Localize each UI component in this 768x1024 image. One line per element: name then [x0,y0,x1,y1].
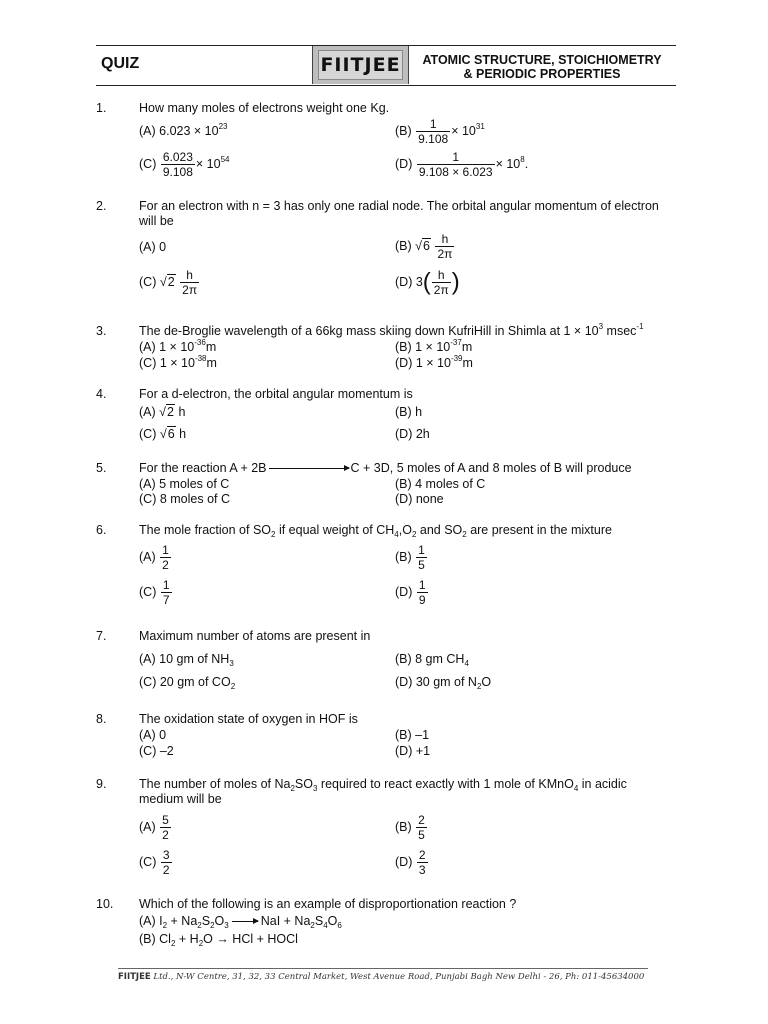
q8-option-a: (A) 0 [139,728,167,742]
logo-text: FIITJEE [318,50,403,80]
q6-text: The mole fraction of $SO_2$ if equal weight of $CH_4,O_2$ and $SO_2$ are present in the mixture [139,523,612,539]
q6-option-d: (D) $\frac{1}{9}$ [395,578,426,607]
q6-option-b: (B) $\frac{1}{5}$ [395,543,425,572]
q1-text: How many moles of electrons weight one Kg. [139,101,390,115]
q9-option-c: (C) $\frac{3}{2}$ [139,848,170,877]
quiz-title: QUIZ [101,55,140,72]
q4-text: For a d-electron, the orbital angular momentum is [139,387,413,401]
q8-option-c: (C) –2 [139,744,174,758]
q7-option-a: (A) 10 gm of $NH_3$ [139,652,234,668]
q5-option-a: (A) 5 moles of C [139,477,230,491]
topic-line-1: ATOMIC STRUCTURE, STOICHIOMETRY [422,53,662,67]
q3-text: The de-Broglie wavelength of a 66kg mass skiing down KufriHill in Shimla at $1 \times 10^3$ msec$^{-1}$ [139,322,644,338]
q1-option-d: (D) $\frac{1}{9.108 \times 6.023}$ × $10^8$. [395,150,529,179]
q4-option-a: (A) √2 h [139,405,186,419]
q2-option-b: (B) √6 $\frac{h}{2\pi}$ [395,232,453,261]
topic-line-2: & PERIODIC PROPERTIES [463,67,621,81]
q3-number: 3. [96,324,107,338]
q7-option-c: (C) 20 gm of $CO_2$ [139,675,236,691]
q5-option-d: (D) none [395,492,444,506]
q9-option-d: (D) $\frac{2}{3}$ [395,848,426,877]
q1-number: 1. [96,101,107,115]
q2-option-a: (A) 0 [139,240,167,254]
q2-option-d: (D) 3( $\frac{h}{2\pi}$ ) [395,268,460,297]
q6-number: 6. [96,523,107,537]
q10-text: Which of the following is an example of disproportionation reaction ? [139,897,517,911]
q3-option-c: (C) $1 \times 10^{-38}m$ [139,354,217,370]
q9-number: 9. [96,777,107,791]
footer-address [118,972,678,982]
q10-option-a: (A) $I_2 + Na_2S_2O_3$ NaI + $Na_2S_4O_6$ [139,914,342,930]
q3-option-a: (A) $1 \times 10^{-36}m$ [139,338,217,354]
q3-option-b: (B) $1 \times 10^{-37}m$ [395,338,473,354]
header-bottom-rule [96,85,676,86]
q7-option-d: (D) 30 gm of $N_2O$ [395,675,492,691]
q1-option-b: (B) $\frac{1}{9.108}$ × $10^{31}$ [395,117,485,146]
q6-option-a: (A) $\frac{1}{2}$ [139,543,169,572]
q5-option-c: (C) 8 moles of C [139,492,230,506]
footer-brand: FIITJEE [118,972,151,982]
q3-option-d: (D) $1 \times 10^{-39}m$ [395,354,473,370]
reaction-arrow [269,468,349,469]
q10-option-b: (B) $Cl_2 + H_2O$ → HCl + HOCl [139,932,298,948]
footer-text: Ltd., N-W Centre, 31, 32, 33 Central Market, West Avenue Road, Punjabi Bagh New Delhi - 26, Ph: 011-45634000 [150,972,645,982]
footer-rule [118,968,648,969]
q1-option-a: (A) $6.023 \times 10^{23}$ [139,122,228,138]
q6-option-c: (C) $\frac{1}{7}$ [139,578,170,607]
q9-option-b: (B) $\frac{2}{5}$ [395,813,425,842]
q7-option-b: (B) 8 gm $CH_4$ [395,652,469,668]
topic-title [408,53,676,81]
reaction-arrow [232,921,258,922]
q2-option-c: (C) √2 $\frac{h}{2\pi}$ [139,268,198,297]
q10-number: 10. [96,897,114,911]
q1-option-c: (C) $\frac{6.023}{9.108}$ × $10^{54}$ [139,150,230,179]
q5-text: For the reaction A + 2B C + 3D, 5 moles of A and 8 moles of B will produce [139,461,632,475]
q2-number: 2. [96,199,107,213]
q8-number: 8. [96,712,107,726]
q5-option-b: (B) 4 moles of C [395,477,486,491]
q7-text: Maximum number of atoms are present in [139,629,371,643]
q9-text: The number of moles of $Na_2SO_3$ required to react exactly with 1 mole of KMnO$_4$ in acidic medium will be [139,777,627,806]
q2-text: For an electron with n = 3 has only one radial node. The orbital angular momentum of electron will be [139,199,659,228]
q5-number: 5. [96,461,107,475]
fiitjee-logo [312,46,409,84]
q4-option-d: (D) 2h [395,427,430,441]
q4-option-b: (B) h [395,405,423,419]
q7-number: 7. [96,629,107,643]
q4-option-c: (C) √6 h [139,427,187,441]
q8-option-b: (B) –1 [395,728,430,742]
q8-text: The oxidation state of oxygen in HOF is [139,712,358,726]
q9-option-a: (A) $\frac{5}{2}$ [139,813,169,842]
q4-number: 4. [96,387,107,401]
q8-option-d: (D) +1 [395,744,431,758]
